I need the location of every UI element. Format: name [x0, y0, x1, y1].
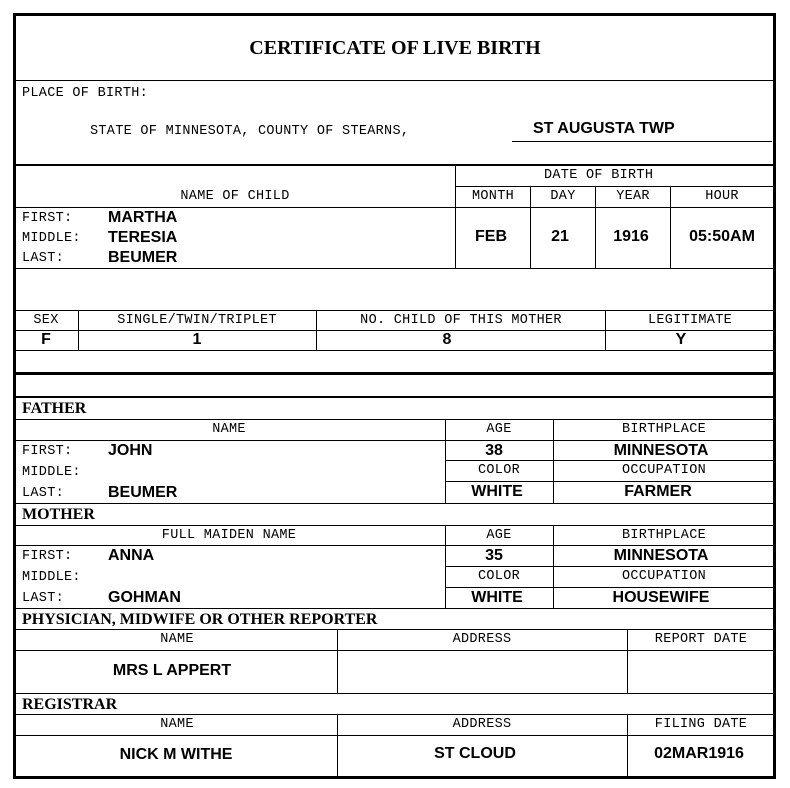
divider [15, 207, 774, 208]
mother-last-label: LAST: [22, 591, 65, 606]
column-rule [553, 419, 554, 503]
column-rule [337, 629, 338, 693]
birth-hour: 05:50AM [689, 228, 755, 245]
divider [15, 693, 774, 694]
divider [15, 608, 774, 609]
physician-name-header: NAME [160, 632, 194, 647]
divider [15, 164, 774, 166]
child-middle-name: TERESIA [108, 229, 178, 246]
physician-report-date-header: REPORT DATE [654, 632, 748, 647]
birth-year: 1916 [613, 228, 649, 245]
mother-section-title: MOTHER [22, 506, 95, 523]
divider [15, 650, 774, 651]
father-section-title: FATHER [22, 400, 87, 417]
divider [445, 481, 774, 482]
mother-last-name: GOHMAN [108, 589, 181, 606]
column-rule [445, 525, 446, 608]
divider [15, 268, 774, 269]
father-birthplace-header: BIRTHPLACE [621, 422, 707, 437]
mother-occupation: HOUSEWIFE [612, 589, 710, 606]
legitimate-value: Y [675, 331, 687, 348]
child-first-name: MARTHA [108, 209, 178, 226]
divider [15, 545, 774, 546]
mother-name-header: FULL MAIDEN NAME [161, 528, 297, 543]
divider [15, 525, 774, 526]
plurality-header: SINGLE/TWIN/TRIPLET [117, 313, 277, 328]
column-rule [445, 419, 446, 503]
column-rule [455, 166, 456, 268]
father-occupation: FARMER [624, 483, 692, 500]
month-header: MONTH [471, 189, 515, 204]
township-value: ST AUGUSTA TWP [533, 120, 675, 137]
divider [15, 330, 774, 331]
birth-month: FEB [475, 228, 507, 245]
mother-age: 35 [485, 547, 503, 564]
column-rule [605, 310, 606, 350]
child-middle-label: MIDDLE: [22, 231, 81, 246]
father-occupation-header: OCCUPATION [621, 463, 707, 478]
divider [455, 186, 774, 187]
child-first-label: FIRST: [22, 211, 73, 226]
mother-middle-label: MIDDLE: [22, 570, 81, 585]
mother-first-label: FIRST: [22, 549, 73, 564]
mother-birthplace-header: BIRTHPLACE [621, 528, 707, 543]
child-last-label: LAST: [22, 251, 65, 266]
registrar-address-header: ADDRESS [452, 717, 512, 732]
physician-name: MRS L APPERT [112, 662, 232, 679]
hour-header: HOUR [705, 189, 739, 204]
father-last-label: LAST: [22, 486, 65, 501]
father-name-header: NAME [212, 422, 246, 437]
father-birthplace: MINNESOTA [613, 442, 709, 459]
mother-birthplace: MINNESOTA [613, 547, 709, 564]
divider [15, 419, 774, 420]
column-rule [595, 187, 596, 268]
name-of-child-header: NAME OF CHILD [180, 189, 290, 204]
column-rule [627, 629, 628, 693]
mother-age-header: AGE [486, 528, 512, 543]
birth-day: 21 [551, 228, 569, 245]
column-rule [78, 310, 79, 350]
column-rule [337, 714, 338, 777]
mother-color: WHITE [471, 589, 523, 606]
year-header: YEAR [616, 189, 650, 204]
father-first-name: JOHN [108, 442, 153, 459]
registrar-filing-date-header: FILING DATE [654, 717, 748, 732]
registrar-section-title: REGISTRAR [22, 696, 118, 713]
divider [15, 80, 774, 81]
date-of-birth-header: DATE OF BIRTH [544, 168, 654, 183]
mother-occupation-header: OCCUPATION [621, 569, 707, 584]
township-underline [512, 141, 772, 142]
place-of-birth-label: PLACE OF BIRTH: [22, 86, 149, 101]
column-rule [553, 525, 554, 608]
plurality-value: 1 [192, 331, 202, 348]
mother-color-header: COLOR [477, 569, 521, 584]
divider [15, 714, 774, 715]
sex-value: F [41, 331, 51, 348]
father-middle-label: MIDDLE: [22, 465, 81, 480]
divider [445, 587, 774, 588]
sex-header: SEX [33, 313, 59, 328]
column-rule [316, 310, 317, 350]
father-color-header: COLOR [477, 463, 521, 478]
column-rule [530, 187, 531, 268]
registrar-address: ST CLOUD [434, 745, 516, 762]
legitimate-header: LEGITIMATE [647, 313, 733, 328]
father-age: 38 [485, 442, 503, 459]
father-age-header: AGE [486, 422, 512, 437]
child-last-name: BEUMER [108, 249, 178, 266]
day-header: DAY [550, 189, 576, 204]
divider [445, 460, 774, 461]
physician-address-header: ADDRESS [452, 632, 512, 647]
divider [15, 396, 774, 398]
divider [15, 372, 774, 375]
divider [15, 440, 774, 441]
registrar-name-header: NAME [160, 717, 194, 732]
divider [15, 503, 774, 504]
father-last-name: BEUMER [108, 484, 178, 501]
divider [15, 310, 774, 311]
registrar-name: NICK M WITHE [119, 746, 233, 763]
divider [15, 735, 774, 736]
physician-section-title: PHYSICIAN, MIDWIFE OR OTHER REPORTER [22, 611, 378, 628]
registrar-filing-date: 02MAR1916 [654, 745, 744, 762]
column-rule [627, 714, 628, 777]
father-first-label: FIRST: [22, 444, 73, 459]
divider [15, 629, 774, 630]
divider [445, 566, 774, 567]
father-color: WHITE [471, 483, 523, 500]
certificate-title: CERTIFICATE OF LIVE BIRTH [249, 37, 541, 59]
child-number-value: 8 [442, 331, 452, 348]
child-number-header: NO. CHILD OF THIS MOTHER [360, 313, 562, 328]
divider [15, 350, 774, 351]
state-county-text: STATE OF MINNESOTA, COUNTY OF STEARNS, [90, 124, 410, 139]
column-rule [670, 187, 671, 268]
mother-first-name: ANNA [108, 547, 155, 564]
